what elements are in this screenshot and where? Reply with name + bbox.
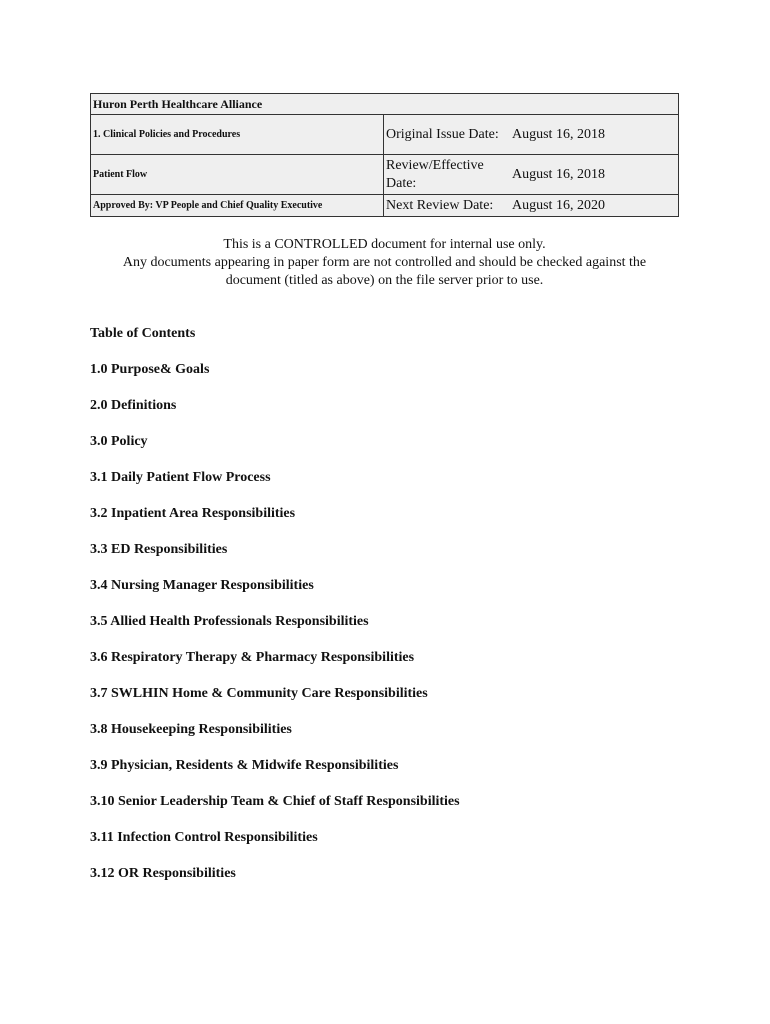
- original-issue-date-label: Original Issue Date:: [384, 115, 507, 155]
- toc-item[interactable]: 3.1 Daily Patient Flow Process: [90, 470, 271, 485]
- policy-category: 1. Clinical Policies and Procedures: [91, 115, 384, 155]
- review-effective-date-label: Review/Effective Date:: [384, 155, 507, 195]
- review-effective-date-value: August 16, 2018: [506, 155, 679, 195]
- toc-item[interactable]: 2.0 Definitions: [90, 398, 177, 413]
- notice-line-2: Any documents appearing in paper form are not controlled and should be checked against the: [122, 255, 647, 270]
- toc-item[interactable]: 3.5 Allied Health Professionals Responsibilities: [90, 614, 369, 629]
- toc-item[interactable]: 3.12 OR Responsibilities: [90, 866, 236, 881]
- table-of-contents: [90, 325, 690, 901]
- policy-title: Patient Flow: [91, 155, 384, 195]
- toc-item[interactable]: 1.0 Purpose& Goals: [90, 362, 210, 377]
- toc-item[interactable]: 3.3 ED Responsibilities: [90, 542, 228, 557]
- notice-line-1: This is a CONTROLLED document for internal use only.: [223, 237, 546, 252]
- controlled-document-notice: [90, 236, 679, 290]
- toc-item[interactable]: 3.8 Housekeeping Responsibilities: [90, 722, 292, 737]
- toc-item[interactable]: 3.6 Respiratory Therapy & Pharmacy Responsibilities: [90, 650, 415, 665]
- toc-item[interactable]: 3.0 Policy: [90, 434, 148, 449]
- org-name: Huron Perth Healthcare Alliance: [91, 94, 679, 115]
- notice-line-3: document (titled as above) on the file server prior to use.: [225, 273, 544, 288]
- toc-item[interactable]: 3.2 Inpatient Area Responsibilities: [90, 506, 296, 521]
- toc-item[interactable]: 3.11 Infection Control Responsibilities: [90, 830, 318, 845]
- approved-by: Approved By: VP People and Chief Quality Executive: [91, 195, 384, 217]
- document-header-table: [90, 93, 679, 217]
- next-review-date-label: Next Review Date:: [384, 195, 507, 217]
- original-issue-date-value: August 16, 2018: [506, 115, 679, 155]
- toc-title: Table of Contents: [90, 326, 196, 341]
- toc-item[interactable]: 3.9 Physician, Residents & Midwife Responsibilities: [90, 758, 399, 773]
- toc-item[interactable]: 3.4 Nursing Manager Responsibilities: [90, 578, 314, 593]
- toc-item[interactable]: 3.7 SWLHIN Home & Community Care Responsibilities: [90, 686, 428, 701]
- next-review-date-value: August 16, 2020: [506, 195, 679, 217]
- toc-item[interactable]: 3.10 Senior Leadership Team & Chief of Staff Responsibilities: [90, 794, 460, 809]
